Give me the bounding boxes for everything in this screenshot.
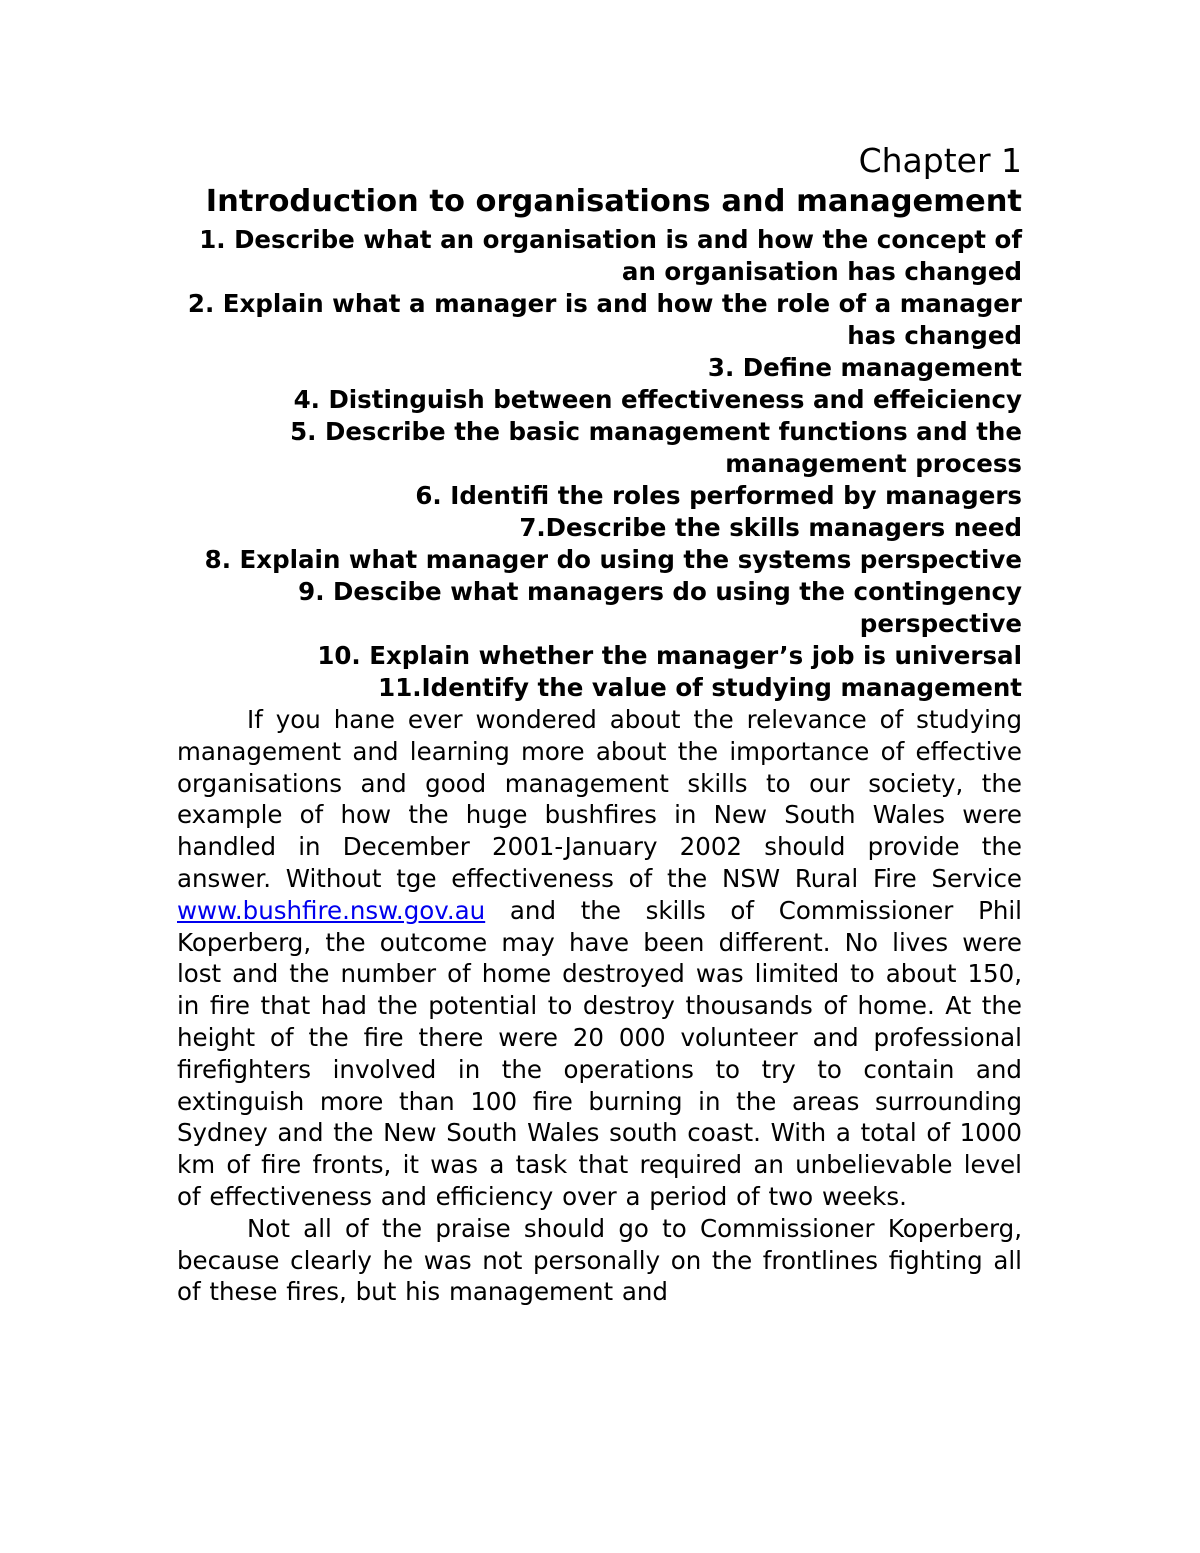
objective-item: 2. Explain what a manager is and how the role of a manager has changed	[187, 289, 1022, 350]
objective-item: 9. Descibe what managers do using the contingency perspective	[298, 577, 1022, 638]
paragraph-text: If you hane ever wondered about the relevance of studying management and learning more about the importance of effective organisations and good management skills to our society, the example of how the huge bushfires in New South Wales were handled in December 2001-January 2002 should provide the answer. Without tge effectiveness of the NSW Rural Fire Service	[177, 705, 1022, 893]
objective-item: 7.Describe the skills managers need	[519, 513, 1022, 542]
objective-item: 4. Distinguish between effectiveness and effeiciency	[293, 385, 1022, 414]
body-paragraph-2: Not all of the praise should go to Commissioner Koperberg, because clearly he was not personally on the frontlines fighting all of these fires, but his management and	[177, 1213, 1022, 1307]
objective-item: 11.Identify the value of studying management	[378, 673, 1022, 702]
objective-item: 8. Explain what manager do using the systems perspective	[204, 545, 1022, 574]
objective-item: 5. Describe the basic management functions and the management process	[290, 417, 1022, 478]
objective-item: 1. Describe what an organisation is and how the concept of an organisation has changed	[199, 225, 1022, 286]
learning-objectives	[177, 224, 1022, 704]
objective-item: 6. Identifi the roles performed by managers	[415, 481, 1022, 510]
bushfire-website-link[interactable]: www.bushfire.nsw.gov.au	[177, 895, 486, 925]
chapter-subtitle: Introduction to organisations and management	[205, 184, 1022, 219]
chapter-title: Chapter 1	[858, 141, 1022, 180]
body-paragraph-1	[177, 704, 1022, 1213]
paragraph-text: and the skills of Commissioner Phil Koperberg, the outcome may have been different. No lives were lost and the number of home destroyed was limited to about 150, in fire that had the potential to destroy thousands of home. At the height of the fire there were 20 000 volunteer and professional firefighters involved in the operations to try to contain and extinguish more than 100 fire burning in the areas surrounding Sydney and the New South Wales south coast. With a total of 1000 km of fire fronts, it was a task that required an unbelievable level of effectiveness and efficiency over a period of two weeks.	[177, 895, 1022, 1211]
objective-item: 10. Explain whether the manager’s job is universal	[317, 641, 1022, 670]
document-page	[177, 140, 1022, 1308]
objective-item: 3. Define management	[707, 353, 1022, 382]
